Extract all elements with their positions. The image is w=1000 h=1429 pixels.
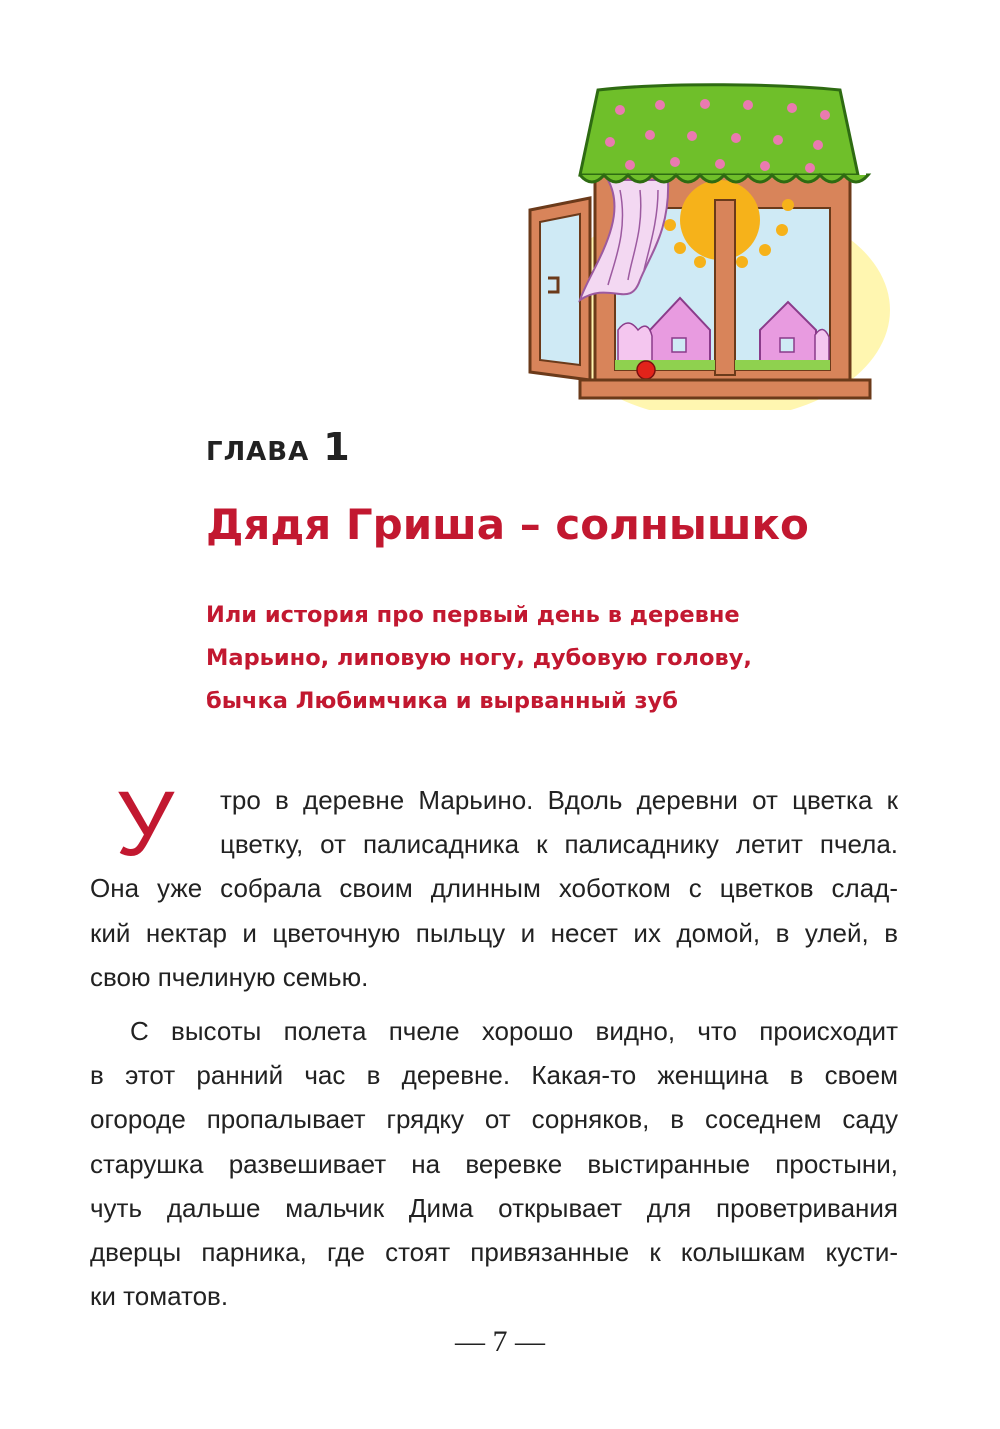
text-line: старушка развешивает на веревке выстиранные простыни, [90,1148,898,1179]
chapter-subtitle [206,594,906,723]
text-line: ки томатов. [90,1281,229,1312]
text-line: огороде пропалывает грядку от сорняков, в соседнем саду [90,1104,898,1135]
text-line: тро в деревне Марьино. Вдоль деревни от цветка к [220,785,898,815]
subtitle-line: бычка Любимчика и вырванный зуб [206,688,678,714]
chapter-number: 1 [323,425,351,469]
body-text [90,773,898,1318]
subtitle-line: Или история про первый день в деревне [206,602,740,628]
text-line: свою пчелиную семью. [90,961,369,992]
subtitle-line: Марьино, липовую ногу, дубовую голову, [206,645,752,671]
page-number: — 7 — [455,1325,545,1358]
window-illustration [520,80,890,410]
text-line: Она уже собрала своим длинным хоботком с цветков слад- [90,873,898,904]
text-line: кий нектар и цветочную пыльцу и несет их домой, в улей, в [90,917,898,948]
chapter-word: ГЛАВА [206,437,310,467]
paragraph-2 [90,1009,898,1318]
chapter-title: Дядя Гриша – солнышко [206,500,809,549]
window-with-awning-icon [520,80,890,410]
paragraph-1 [90,773,898,999]
text-line: С высоты полета пчеле хорошо видно, что происходит [130,1015,898,1046]
text-line: чуть дальше мальчик Дима открывает для проветривания [90,1192,898,1223]
text-line: дверцы парника, где стоят привязанные к колышкам кусти- [90,1236,898,1267]
text-line: цветку, от палисадника к палисаднику летит пчела. [220,829,898,860]
chapter-label [206,425,351,469]
text-line: в этот ранний час в деревне. Какая-то женщина в своем [90,1060,898,1091]
drop-cap: У [115,773,175,875]
